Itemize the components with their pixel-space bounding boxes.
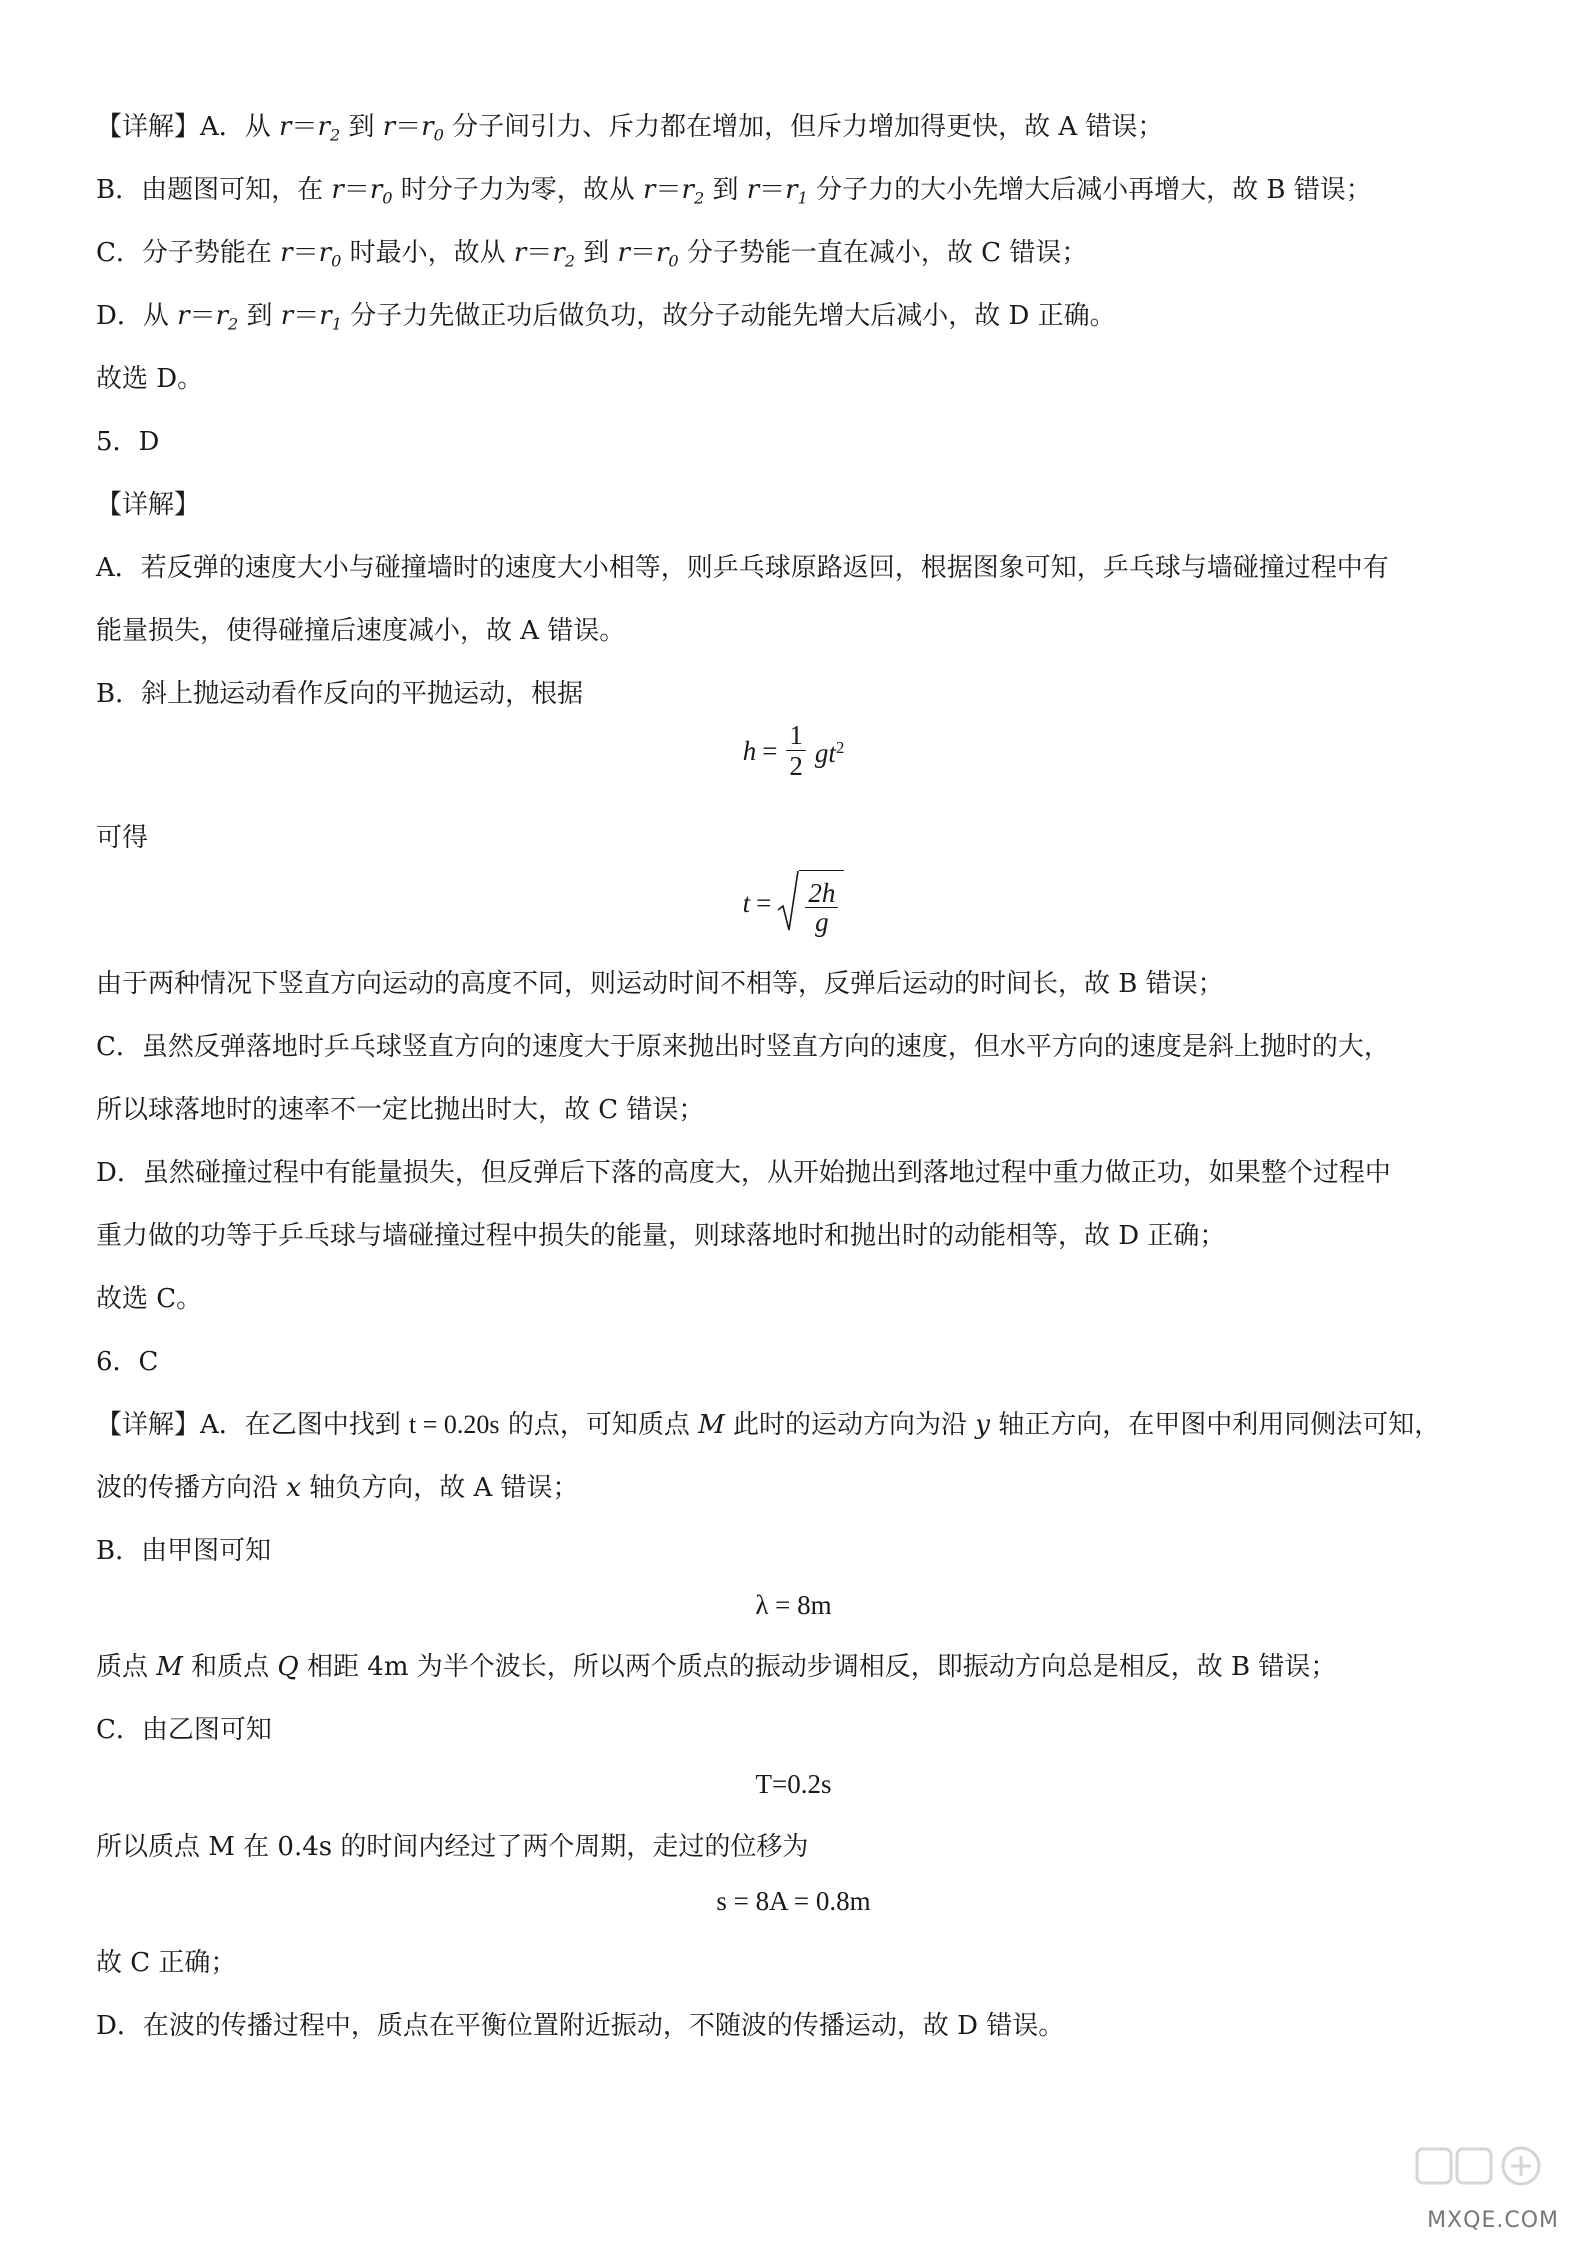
text: C．分子势能在 — [96, 238, 281, 268]
q6-answer: 6．C — [96, 1347, 159, 1377]
numerator: 1 — [786, 720, 806, 751]
subscript: 0 — [668, 251, 679, 271]
var-r: r — [215, 301, 229, 331]
var-t: t — [742, 888, 751, 918]
text: 分子力的大小先增大后减小再增大，故 B 错误； — [807, 175, 1372, 205]
eq-sign: ＝ — [189, 301, 216, 331]
var-r: r — [552, 238, 565, 268]
text: 的点，可知质点 — [499, 1410, 699, 1440]
q4-option-d — [96, 298, 1496, 343]
equation-wavelength: λ = 8m — [755, 1590, 832, 1620]
subscript: 2 — [228, 314, 239, 334]
var-g: g — [814, 738, 829, 769]
var-M: M — [698, 1410, 725, 1440]
var-r: r — [655, 238, 669, 268]
exponent: 2 — [835, 737, 845, 757]
q6-option-b-line1: B．由甲图可知 — [96, 1536, 272, 1566]
var-Q: Q — [277, 1652, 299, 1682]
watermark-text: MXQE.COM — [1427, 2208, 1559, 2233]
denominator: 2 — [789, 751, 803, 781]
var-r: r — [681, 175, 694, 205]
q4-option-c — [96, 235, 1496, 280]
fraction — [786, 720, 806, 781]
var-r: r — [317, 112, 330, 142]
subscript: 2 — [564, 251, 575, 271]
text: 和质点 — [182, 1652, 278, 1682]
var-r: r — [280, 301, 294, 331]
q5-answer: 5．D — [96, 427, 160, 457]
var-r: r — [318, 238, 332, 268]
var-r: r — [177, 301, 190, 331]
eq-sign: ＝ — [759, 175, 786, 205]
eq-sign: = — [756, 888, 772, 918]
text: 到 — [574, 238, 618, 268]
equation-period: T=0.2s — [755, 1769, 832, 1799]
numerator: 2h — [805, 879, 838, 908]
subscript: 0 — [433, 125, 444, 145]
text: 到 — [238, 301, 281, 331]
denominator: g — [815, 907, 829, 937]
q5-option-c-line2: 所以球落地时的速率不一定比抛出时大，故 C 错误； — [96, 1095, 705, 1125]
var-r: r — [319, 301, 332, 331]
text: 到 — [704, 175, 747, 205]
radical-sign-icon — [777, 870, 799, 936]
eq-sign: ＝ — [629, 238, 656, 268]
var-r: r — [643, 175, 656, 205]
text: 此时的运动方向为沿 — [724, 1410, 976, 1440]
eq-sign: ＝ — [655, 175, 682, 205]
subscript: 2 — [329, 125, 341, 145]
q5-option-b-line2: 可得 — [96, 823, 149, 853]
var-r: r — [746, 175, 760, 205]
var-r: r — [382, 112, 396, 142]
eq-sign: ＝ — [292, 238, 319, 268]
var-x: x — [286, 1473, 301, 1503]
q5-option-c-line1: C．虽然反弹落地时乒乓球竖直方向的速度大于原来抛出时竖直方向的速度，但水平方向的速度是斜上抛时的大， — [96, 1032, 1390, 1062]
eq-sign: ＝ — [293, 301, 320, 331]
subscript: 1 — [331, 314, 342, 334]
text: 分子间引力、斥力都在增加，但斥力增加得更快，故 A 错误； — [443, 112, 1164, 142]
text: 到 — [340, 112, 383, 142]
q5-option-b-line1: B．斜上抛运动看作反向的平抛运动，根据 — [96, 679, 584, 709]
q5-option-a-line1: A．若反弹的速度大小与碰撞墙时的速度大小相等，则乒乓球原路返回，根据图象可知，乒乓球与墙碰撞过程中有 — [96, 553, 1389, 583]
equation-time — [0, 870, 1587, 936]
eq-sign: = — [762, 735, 778, 766]
eq-sign: ＝ — [291, 112, 318, 142]
q4-option-b — [96, 172, 1496, 217]
q6-option-c-line1: C．由乙图可知 — [96, 1715, 272, 1745]
equation-displacement: s = 8A = 0.8m — [716, 1886, 871, 1916]
var-r: r — [279, 112, 292, 142]
text: 【详解】A．在乙图中找到 — [96, 1410, 410, 1440]
q6-option-a-line1 — [96, 1407, 1496, 1443]
var-r: r — [280, 238, 293, 268]
time-value: t = 0.20s — [409, 1410, 500, 1439]
var-r: r — [421, 112, 434, 142]
q5-heading: 【详解】 — [96, 490, 201, 520]
var-r: r — [369, 175, 383, 205]
q6-option-a-line2 — [96, 1470, 1496, 1506]
q6-option-d-line1: D．在波的传播过程中，质点在平衡位置附近振动，不随波的传播运动，故 D 错误。 — [96, 2011, 1065, 2041]
fraction — [805, 879, 838, 936]
q6-option-c-line2: 所以质点 M 在 0.4s 的时间内经过了两个周期，走过的位移为 — [96, 1832, 809, 1862]
eq-sign: ＝ — [395, 112, 422, 142]
text: 轴正方向，在甲图中利用同侧法可知， — [989, 1410, 1441, 1440]
var-M: M — [156, 1652, 183, 1682]
square-root — [777, 870, 844, 936]
q5-option-d-line1: D．虽然碰撞过程中有能量损失，但反弹后下落的高度大，从开始抛出到落地过程中重力做正功，如果整个过程中 — [96, 1158, 1391, 1188]
text: 分子力先做正功后做负功，故分子动能先增大后减小，故 D 正确。 — [341, 301, 1116, 331]
var-y: y — [975, 1410, 990, 1440]
text: 轴负方向，故 A 错误； — [300, 1473, 579, 1503]
text: 相距 4m 为半个波长，所以两个质点的振动步调相反，即振动方向总是相反，故 B 错误； — [298, 1652, 1337, 1682]
subscript: 2 — [693, 188, 705, 208]
var-r: r — [785, 175, 798, 205]
var-r: r — [617, 238, 630, 268]
q4-option-a — [96, 109, 1496, 154]
equation-free-fall — [0, 720, 1587, 781]
text: 【详解】A．从 — [96, 112, 280, 142]
q4-choice: 故选 D。 — [96, 364, 204, 394]
text: B．由题图可知，在 — [96, 175, 332, 205]
eq-sign: ＝ — [343, 175, 370, 205]
subscript: 0 — [382, 188, 393, 208]
subscript: 1 — [797, 188, 808, 208]
var-t: t — [828, 738, 836, 769]
q5-choice: 故选 C。 — [96, 1284, 203, 1314]
subscript: 0 — [331, 251, 342, 271]
q5-option-b-line3: 由于两种情况下竖直方向运动的高度不同，则运动时间不相等，反弹后运动的时间长，故 B 错误； — [96, 969, 1224, 999]
var-r: r — [331, 175, 344, 205]
text: 时最小，故从 — [341, 238, 514, 268]
text: 时分子力为零，故从 — [392, 175, 644, 205]
q6-option-b-line2 — [96, 1649, 1496, 1685]
q6-option-c-line3: 故 C 正确； — [96, 1948, 237, 1978]
text: 波的传播方向沿 — [96, 1473, 287, 1503]
text: 分子势能一直在减小，故 C 错误； — [678, 238, 1088, 268]
text: 质点 — [96, 1652, 157, 1682]
var-h: h — [742, 735, 757, 766]
var-r: r — [513, 238, 527, 268]
q5-option-d-line2: 重力做的功等于乒乓球与墙碰撞过程中损失的能量，则球落地时和抛出时的动能相等，故 D 正确； — [96, 1221, 1226, 1251]
eq-sign: ＝ — [526, 238, 553, 268]
text: D．从 — [96, 301, 178, 331]
q5-option-a-line2: 能量损失，使得碰撞后速度减小，故 A 错误。 — [96, 616, 626, 646]
